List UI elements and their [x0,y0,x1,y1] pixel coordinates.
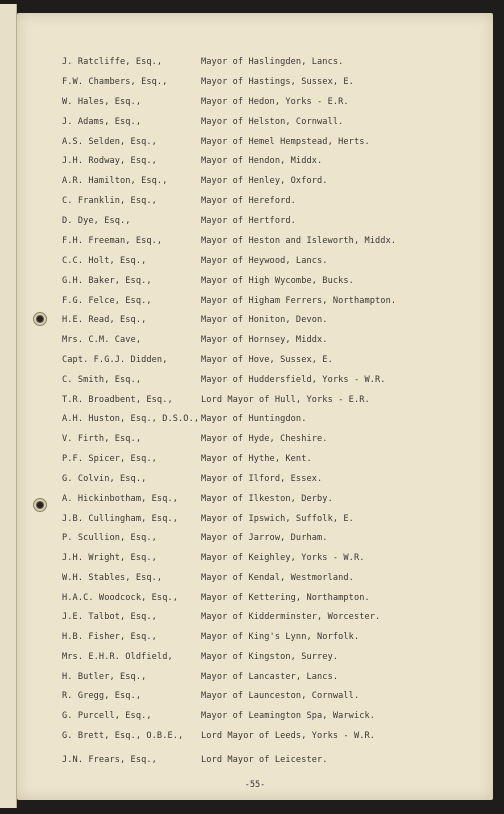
list-item [17,296,493,310]
entry-office: Mayor of Honiton, Devon. [201,315,328,325]
list-item [17,196,493,210]
entry-office: Mayor of Hyde, Cheshire. [201,434,328,444]
list-item [17,652,493,666]
entry-name: A.R. Hamilton, Esq., [62,176,168,186]
entry-office: Mayor of Huddersfield, Yorks - W.R. [201,375,386,385]
document-page [17,13,493,800]
list-item [17,434,493,448]
entry-name: A. Hickinbotham, Esq., [62,494,179,504]
list-item [17,414,493,428]
entry-office: Mayor of Hemel Hempstead, Herts. [201,137,370,147]
list-item [17,395,493,409]
list-item [17,731,493,745]
entry-office: Mayor of Kendal, Westmorland. [201,573,354,583]
entry-office: Mayor of Heywood, Lancs. [201,256,328,266]
entry-office: Mayor of Launceston, Cornwall. [201,691,360,701]
list-item [17,156,493,170]
entry-office: Mayor of Ilford, Essex. [201,474,323,484]
list-item [17,117,493,131]
entry-name: H. Butler, Esq., [62,672,147,682]
entry-office: Mayor of Leamington Spa, Warwick. [201,711,376,721]
entry-name: F.H. Freeman, Esq., [62,236,163,246]
entry-office: Mayor of Hastings, Sussex, E. [201,77,354,87]
entry-office: Lord Mayor of Hull, Yorks - E.R. [201,395,370,405]
list-item [17,236,493,250]
entry-office: Mayor of Ipswich, Suffolk, E. [201,514,354,524]
entry-name: T.R. Broadbent, Esq., [62,395,173,405]
list-item [17,691,493,705]
list-item [17,276,493,290]
list-item [17,355,493,369]
list-item [17,711,493,725]
list-item [17,514,493,528]
entry-office: Mayor of Heston and Isleworth, Middx. [201,236,397,246]
entry-name: G. Brett, Esq., O.B.E., [62,731,184,741]
list-item [17,454,493,468]
entry-name: J.H. Rodway, Esq., [62,156,157,166]
entry-name: H.A.C. Woodcock, Esq., [62,593,179,603]
entry-office: Lord Mayor of Leeds, Yorks - W.R. [201,731,376,741]
entry-office: Mayor of Henley, Oxford. [201,176,328,186]
entry-office: Mayor of Jarrow, Durham. [201,533,328,543]
entry-name: D. Dye, Esq., [62,216,131,226]
entry-office: Mayor of Hertford. [201,216,296,226]
entry-office: Mayor of Ilkeston, Derby. [201,494,333,504]
entry-name: G.H. Baker, Esq., [62,276,152,286]
list-item [17,256,493,270]
list-item [17,533,493,547]
entry-office: Mayor of Kidderminster, Worcester. [201,612,381,622]
entry-name: Mrs. C.M. Cave, [62,335,142,345]
list-item [17,375,493,389]
entry-name: A.H. Huston, Esq., D.S.O., [62,414,200,424]
entry-office: Mayor of Hendon, Middx. [201,156,323,166]
mayor-list [17,13,493,800]
entry-office: Mayor of Hornsey, Middx. [201,335,328,345]
list-item [17,335,493,349]
list-item [17,494,493,508]
entry-name: C.C. Holt, Esq., [62,256,147,266]
entry-name: P.F. Spicer, Esq., [62,454,157,464]
list-item [17,755,493,769]
list-item [17,57,493,71]
entry-office: Mayor of Lancaster, Lancs. [201,672,339,682]
list-item [17,315,493,329]
entry-office: Mayor of Hedon, Yorks - E.R. [201,97,349,107]
entry-name: C. Smith, Esq., [62,375,142,385]
entry-name: J. Adams, Esq., [62,117,142,127]
list-item [17,573,493,587]
entry-office: Mayor of Huntingdon. [201,414,307,424]
entry-name: J.H. Wright, Esq., [62,553,157,563]
list-item [17,176,493,190]
entry-name: Capt. F.G.J. Didden, [62,355,168,365]
list-item [17,137,493,151]
page-number: -55- [244,780,266,790]
entry-name: J.N. Frears, Esq., [62,755,157,765]
entry-name: F.G. Felce, Esq., [62,296,152,306]
entry-name: J.B. Cullingham, Esq., [62,514,179,524]
list-item [17,612,493,626]
entry-office: Mayor of Haslingden, Lancs. [201,57,344,67]
entry-name: G. Purcell, Esq., [62,711,152,721]
entry-office: Mayor of Hove, Sussex, E. [201,355,333,365]
list-item [17,216,493,230]
list-item [17,97,493,111]
entry-name: V. Firth, Esq., [62,434,142,444]
entry-office: Lord Mayor of Leicester. [201,755,328,765]
list-item [17,593,493,607]
list-item [17,474,493,488]
entry-name: P. Scullion, Esq., [62,533,157,543]
entry-name: H.B. Fisher, Esq., [62,632,157,642]
entry-name: G. Colvin, Esq., [62,474,147,484]
entry-office: Mayor of King's Lynn, Norfolk. [201,632,360,642]
entry-name: J.E. Talbot, Esq., [62,612,157,622]
entry-office: Mayor of Hythe, Kent. [201,454,312,464]
entry-office: Mayor of Keighley, Yorks - W.R. [201,553,365,563]
list-item [17,672,493,686]
list-item [17,632,493,646]
list-item [17,553,493,567]
entry-name: F.W. Chambers, Esq., [62,77,168,87]
entry-name: R. Gregg, Esq., [62,691,142,701]
entry-name: W.H. Stables, Esq., [62,573,163,583]
entry-office: Mayor of Helston, Cornwall. [201,117,344,127]
entry-name: Mrs. E.H.R. Oldfield, [62,652,173,662]
entry-name: A.S. Selden, Esq., [62,137,157,147]
list-item [17,77,493,91]
entry-name: J. Ratcliffe, Esq., [62,57,163,67]
adjacent-page-edge [0,4,17,808]
entry-name: C. Franklin, Esq., [62,196,157,206]
entry-office: Mayor of Higham Ferrers, Northampton. [201,296,397,306]
entry-name: H.E. Read, Esq., [62,315,147,325]
entry-office: Mayor of High Wycombe, Bucks. [201,276,354,286]
entry-office: Mayor of Hereford. [201,196,296,206]
entry-office: Mayor of Kingston, Surrey. [201,652,339,662]
entry-name: W. Hales, Esq., [62,97,142,107]
entry-office: Mayor of Kettering, Northampton. [201,593,370,603]
